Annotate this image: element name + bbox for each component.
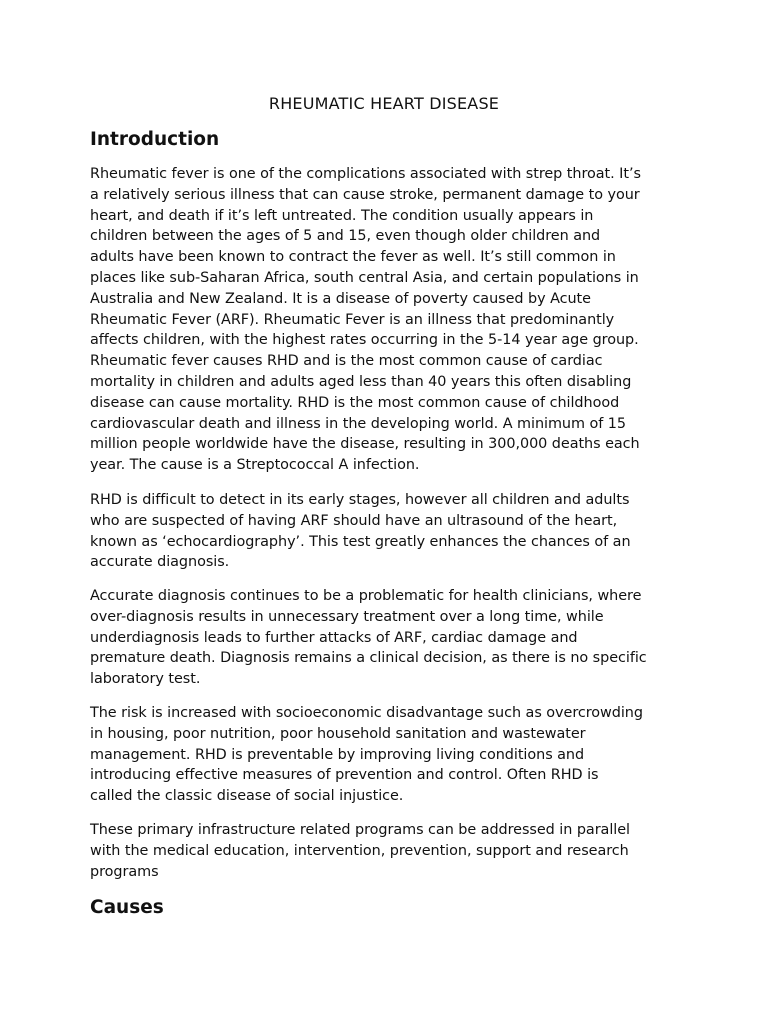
text-line: heart, and death if it’s left untreated. The condition usually appears in [90, 207, 594, 224]
text-line: with the medical education, intervention, prevention, support and research [90, 842, 629, 859]
text-line: adults have been known to contract the fever as well. It’s still common in [90, 249, 616, 266]
section-heading-causes: Causes [90, 897, 164, 918]
paragraph-introduction-2 [90, 490, 690, 573]
text-line: who are suspected of having ARF should have an ultrasound of the heart, [90, 512, 618, 529]
text-line: management. RHD is preventable by improving living conditions and [90, 746, 585, 763]
text-line: RHD is difficult to detect in its early stages, however all children and adults [90, 492, 630, 508]
text-line: cardiovascular death and illness in the developing world. A minimum of 15 [90, 415, 627, 432]
text-line: Rheumatic Fever (ARF). Rheumatic Fever is an illness that predominantly [90, 311, 615, 328]
text-line: underdiagnosis leads to further attacks of ARF, cardiac damage and [90, 629, 578, 646]
text-line: laboratory test. [90, 671, 201, 688]
paragraph-introduction-5 [90, 820, 690, 882]
text-line: disease can cause mortality. RHD is the most common cause of childhood [90, 394, 620, 411]
text-line: over-diagnosis results in unnecessary treatment over a long time, while [90, 608, 604, 625]
text-line: a relatively serious illness that can cause stroke, permanent damage to your [90, 186, 640, 203]
text-line: Australia and New Zealand. It is a disease of poverty caused by Acute [90, 290, 591, 307]
section-heading-introduction: Introduction [90, 129, 220, 150]
text-line: million people worldwide have the disease, resulting in 300,000 deaths each [90, 436, 640, 453]
document-title: RHEUMATIC HEART DISEASE [268, 94, 500, 113]
text-line: Rheumatic fever is one of the complications associated with strep throat. It’s [90, 166, 641, 182]
paragraph-introduction-4 [90, 703, 690, 807]
text-line: called the classic disease of social injustice. [90, 788, 404, 805]
text-line: introducing effective measures of prevention and control. Often RHD is [90, 767, 599, 784]
text-line: places like sub-Saharan Africa, south central Asia, and certain populations in [90, 269, 639, 286]
text-line: in housing, poor nutrition, poor household sanitation and wastewater [90, 725, 586, 742]
paragraph-introduction-3 [90, 586, 690, 690]
text-line: year. The cause is a Streptococcal A infection. [90, 457, 420, 474]
paragraph-introduction-1 [90, 164, 690, 476]
text-line: known as ‘echocardiography’. This test greatly enhances the chances of an [90, 533, 631, 550]
text-line: Accurate diagnosis continues to be a problematic for health clinicians, where [90, 588, 642, 604]
text-line: affects children, with the highest rates occurring in the 5-14 year age group. [90, 332, 639, 349]
text-line: These primary infrastructure related programs can be addressed in parallel [90, 822, 630, 838]
text-line: children between the ages of 5 and 15, even though older children and [90, 228, 601, 245]
text-line: mortality in children and adults aged less than 40 years this often disabling [90, 373, 632, 390]
text-line: premature death. Diagnosis remains a clinical decision, as there is no specific [90, 650, 647, 667]
text-line: The risk is increased with socioeconomic disadvantage such as overcrowding [90, 705, 643, 721]
text-line: accurate diagnosis. [90, 554, 230, 571]
text-line: Rheumatic fever causes RHD and is the most common cause of cardiac [90, 353, 603, 370]
text-line: programs [90, 863, 159, 880]
